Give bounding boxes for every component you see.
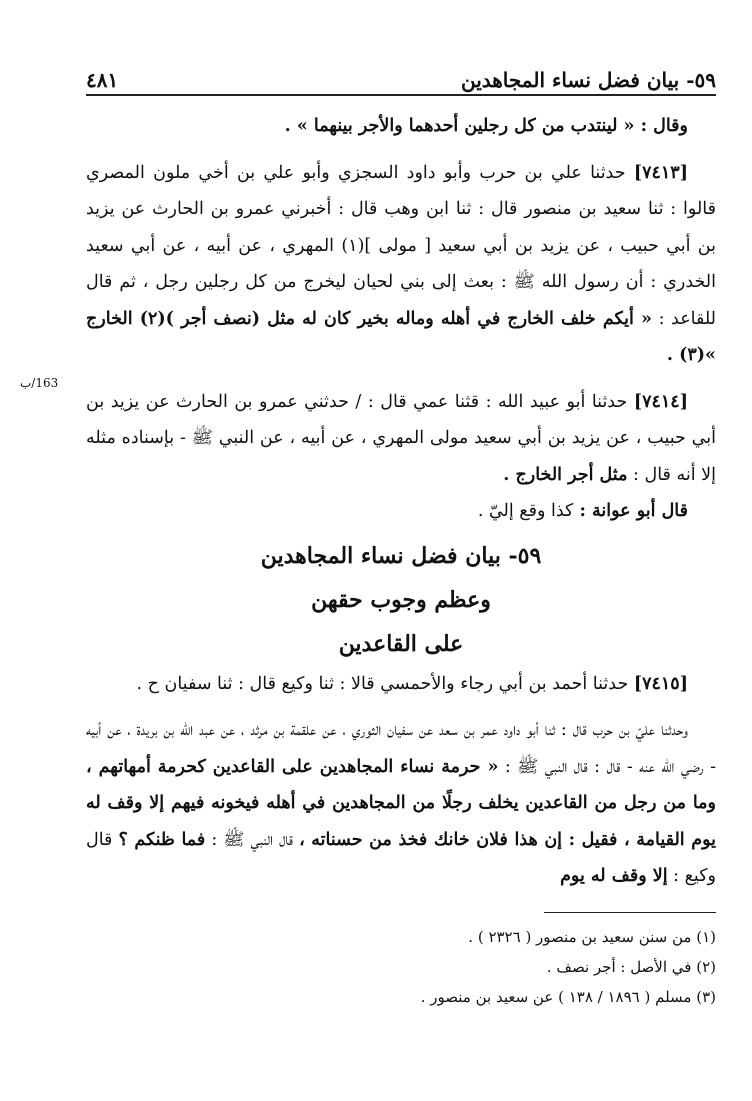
hadith-number: [٧٤١٤]: [633, 391, 688, 412]
section-heading-line-1: ٥٩- بيان فضل نساء المجاهدين: [260, 542, 542, 569]
hadith-number: [٧٤١٣]: [633, 162, 688, 183]
hadith-text: مثل أجر الخارج .: [503, 464, 628, 485]
main-text: [86, 108, 716, 895]
running-header: [86, 58, 716, 92]
hadith-chain: وحدثنا عليّ بن حرب قال : ثنا أبو داود عمر بن سعد عن سفيان الثوري ، عن علقمة بن مرثد ، عن عبد الله بن بريدة ، عن أبيه - رضي الله عنه - قال : قال النبي ﷺ :: [86, 720, 716, 777]
manuscript-folio-note: 163/ب: [20, 376, 59, 390]
footnote-2: (٢) في الأصل : أجر نصف .: [546, 958, 716, 976]
hadith-chain: حدثنا أحمد بن أبي رجاء والأحمسي قالا : ثنا وكيع قال : ثنا سفيان ح .: [136, 673, 634, 694]
header-divider: [86, 94, 716, 96]
section-heading-line-2: وعظم وجوب حقهن: [311, 586, 491, 613]
footnote-1: (١) من سنن سعيد بن منصور ( ٢٣٢٦ ) .: [468, 928, 716, 946]
hadith-text: « حرمة نساء المجاهدين على القاعدين كحرمة أمهاتهم ، وما من رجل من القاعدين يخلف رجلًا من المجاهدين في أهله فيخونه فيهم إلا وقف له يوم القيامة ، فقيل : إن هذا فلان خانك فخذ من حسناته ،: [86, 756, 716, 850]
footnote-divider: [544, 912, 716, 913]
running-header-title: ٥٩- بيان فضل نساء المجاهدين: [460, 68, 716, 92]
hadith-text: « أيكم خلف الخارج في أهله وماله بخير كان له مثل (نصف أجر )(٢) الخارج »(٣) .: [86, 308, 716, 365]
hadith-number: [٧٤١٥]: [633, 673, 688, 694]
hadith-chain: حدثنا علي بن حرب وأبو داود السجزي وأبو علي بن أخي ملون المصري قالوا : ثنا سعيد بن منصور قال : ثنا ابن وهب قال : أخبرني عمرو بن الحارث عن يزيد بن أبي حبيب ، عن يزيد بن أبي سعيد [ مولى ](١) المهري ، عن أبيه ، عن أبي سعيد الخدري : أن رسول الله ﷺ : بعث إلى بني لحيان ليخرج من كل رجلين رجل ، ثم قال للقاعد :: [86, 162, 716, 329]
comment-text: كذا وقع إليّ .: [477, 501, 574, 521]
section-heading-line-3: على القاعدين: [338, 630, 464, 657]
comment-label: قال أبو عوانة :: [573, 501, 688, 521]
narration-connector: قال النبي ﷺ :: [205, 829, 300, 850]
hadith-7414: [86, 384, 716, 494]
hadith-text-continued: فما ظنكم ؟: [118, 829, 206, 850]
footnote-3: (٣) مسلم ( ١٨٩٦ / ١٣٨ ) عن سعيد بن منصور .: [420, 988, 716, 1006]
hadith-7413: [86, 155, 716, 374]
paragraph-quote-1: وقال : « لينتدب من كل رجلين أحدهما والأجر بينهما » .: [284, 116, 688, 136]
narration-connector-2: قال وكيع :: [86, 829, 716, 886]
hadith-chain: حدثنا أبو عبيد الله : قثنا عمي قال : / حدثني عمرو بن الحارث عن يزيد بن أبي حبيب ، عن يزيد بن أبي سعيد مولى المهري ، عن أبيه ، عن النبي ﷺ - بإسناده مثله إلا أنه قال :: [86, 391, 716, 485]
hadith-7415-second-chain: [86, 712, 716, 895]
footnotes: [86, 922, 716, 1012]
hadith-7415: [86, 666, 716, 703]
hadith-text-end: إلا وقف له يوم: [560, 866, 668, 886]
page-number: ٤٨١: [86, 68, 119, 92]
author-comment: [86, 493, 716, 530]
